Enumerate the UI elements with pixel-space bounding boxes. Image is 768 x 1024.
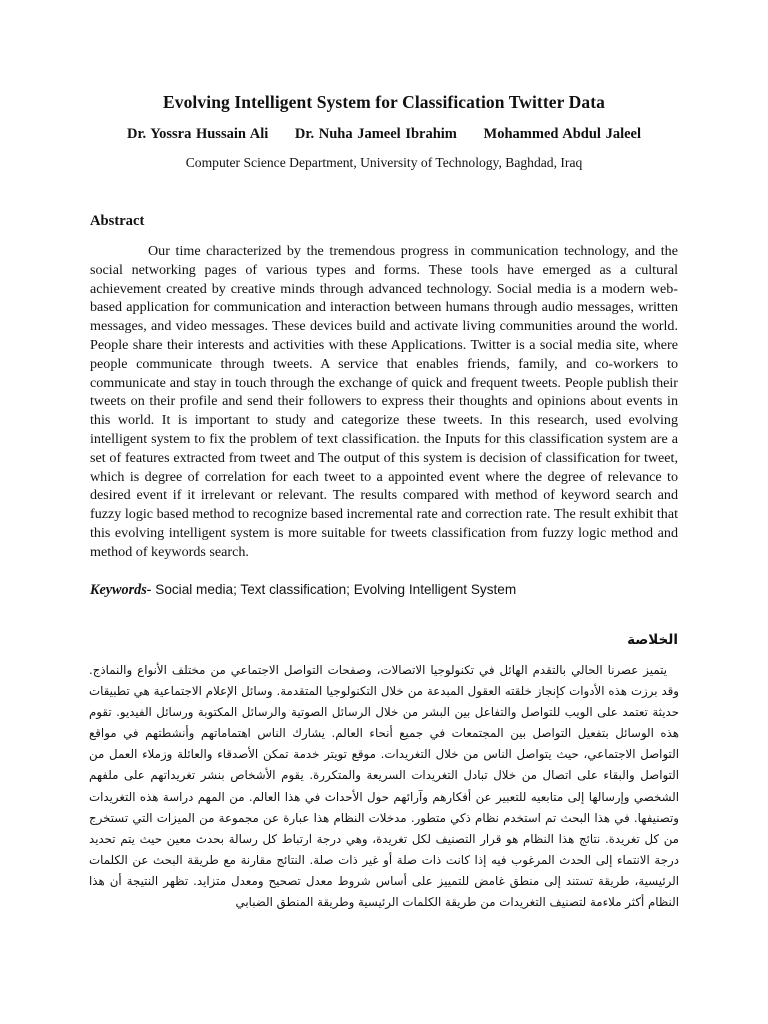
arabic-abstract-heading: الخلاصة — [627, 632, 678, 648]
abstract-body: Our time characterized by the tremendous progress in communication technology, and the social networking pages of various types and forms. These tools have emerged as a cultural achievement created by creative minds through advanced technology. Social media is a modern web-based application for communication and interaction between humans through audio messages, written messages, and video messages. These devices build and activate living communities around the world. People share their interests and activities with these Applications. Twitter is a social media site, where people communicate through tweets. A service that enables friends, family, and co-workers to communicate and stay in touch through the exchange of quick and frequent tweets. People publish their tweets on their profile and send their followers to express their thoughts and opinions about events in this world. It is important to study and categorize these tweets. In this research, used evolving intelligent system to fix the problem of text classification. the Inputs for this classification system are a set of features extracted from tweet and The output of this system is decision of classification for tweet, which is degree of correlation for each tweet to a appointed event where the degree of relevance to desired event if it irrelevant or relevant. The results compared with method of keyword search and fuzzy logic based method to recognize based incremental rate and correction rate. The result exhibit that this evolving intelligent system is more suitable for tweets classification from fuzzy logic method and method of keywords search. — [90, 243, 678, 560]
author-name: Dr. Yossra Hussain Ali — [126, 126, 269, 142]
abstract-heading: Abstract — [90, 213, 145, 229]
keywords-text: Social media; Text classification; Evolving Intelligent System — [151, 582, 517, 597]
author-list — [0, 126, 768, 143]
keywords-label: Keywords- — [90, 582, 152, 598]
author-name: Dr. Nuha Jameel Ibrahim — [294, 126, 457, 142]
author-name: Mohammed Abdul Jaleel — [483, 126, 642, 142]
arabic-abstract-body: يتميز عصرنا الحالي بالتقدم الهائل في تكنولوجيا الاتصالات، وصفحات التواصل الاجتماعي من مختلف الأنواع والنماذج. وقد برزت هذه الأدوات كإنجاز خلقته العقول المبدعة من خلال التكنولوجيا المتقدمة. وسائل الإعلام الاجتماعية هي تطبيقات حديثة تعتمد على الويب للتواصل والتفاعل بين البشر من خلال الرسائل الصوتية والرسائل المكتوبة ورسائل الفيديو. تقوم هذه الوسائل بتفعيل التواصل بين المجتمعات في جميع أنحاء العالم. يشارك الناس اهتماماتهم وأنشطتهم في مواقع التواصل الاجتماعي، حيث يتواصل الناس من خلال التغريدات. موقع تويتر خدمة تمكن الأصدقاء والعائلة وزملاء العمل من التواصل والبقاء على اتصال من خلال تبادل التغريدات السريعة والمتكررة. يقوم الأشخاص بنشر تغريداتهم على ملفهم الشخصي وإرسالها إلى متابعيه للتعبير عن أفكارهم وآرائهم حول الأحداث في هذا العالم. من المهم دراسة هذه التغريدات وتصنيفها. في هذا البحث تم استخدم نظام ذكي متطور. مدخلات النظام هذا عبارة عن مجموعة من الميزات التي تستخرج من كل تغريدة. نتائج هذا النظام هو قرار التصنيف لكل تغريدة، وهي درجة ارتباط كل رسالة بحدث معين حيث يتم تحديد درجة الانتماء إلى الحدث المرغوب فيه إذا كانت ذات صلة أو غير ذات صلة. النتائج مقارنة مع طريقة البحث عن الكلمات الرئيسية، طريقة تستند إلى منطق غامض للتمييز على أساس شروط معدل تصحيح ومعدل متزايد. تظهر النتيجة أن هذا النظام أكثر ملاءمة لتصنيف التغريدات من طريقة الكلمات الرئيسية وطريقة المنطق الضبابي — [89, 663, 679, 910]
affiliation: Computer Science Department, University of Technology, Baghdad, Iraq — [185, 155, 583, 170]
paper-title: Evolving Intelligent System for Classification Twitter Data — [162, 92, 606, 112]
keywords-line — [90, 580, 690, 600]
